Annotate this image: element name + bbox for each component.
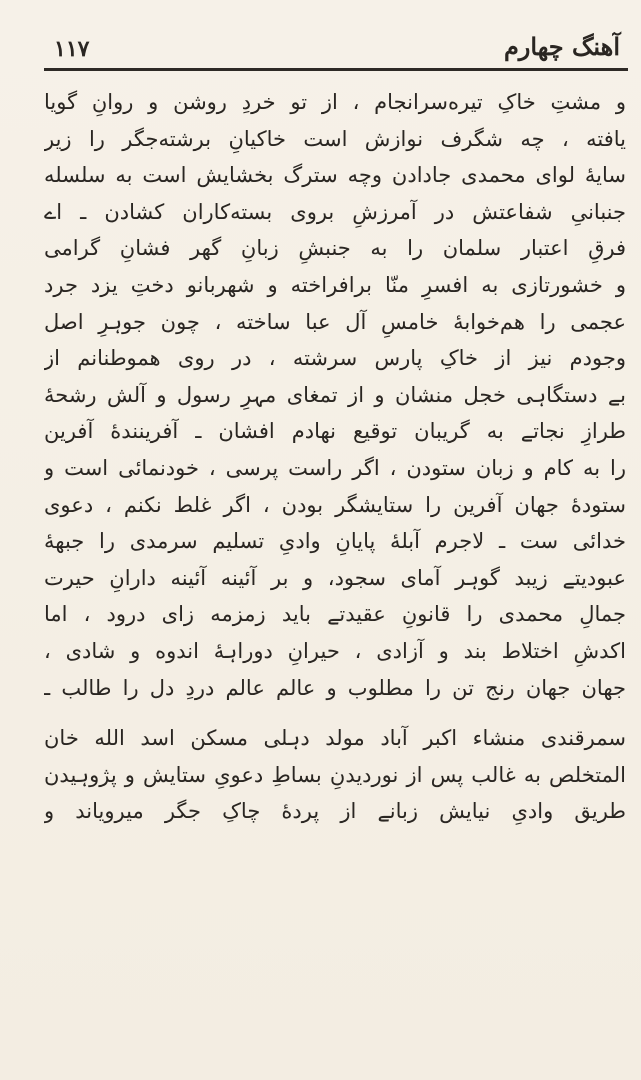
text-line: خدائی ست ـ لاجرم آبلهٔ پایانِ وادیِ تسلیم سرمدی را جبههٔ bbox=[44, 529, 626, 554]
text-line: فرقِ اعتبار سلمان را به جنبشِ زبانِ گهر فشانِ گرامی bbox=[44, 236, 626, 261]
text-line: و مشتِ خاکِ تیره‌سرانجام ، از تو خردِ روشن و روانِ گویا bbox=[44, 90, 626, 114]
header-rule bbox=[44, 68, 628, 71]
text-line: اکدشِ اختلاط بند و آزادی ، حیرانِ دوراہهٔ اندوه و شادی ، bbox=[44, 638, 626, 663]
paragraph-2 bbox=[44, 720, 626, 830]
text-line: عجمی را هم‌خوابهٔ خامسِ آل عبا ساخته ، چون جوہرِ اصل bbox=[44, 309, 626, 334]
text-line: جهان جهان رنج تن را مطلوب و عالم عالم دردِ دل را طالب ـ bbox=[44, 675, 626, 700]
paragraph-1 bbox=[44, 84, 626, 706]
text-line: سمرقندی منشاء اکبر آباد مولد دہلی مسکن اسد الله خان bbox=[44, 726, 626, 751]
text-line: المتخلص به غالب پس از نوردیدنِ بساطِ دعویِ ستایش و پژوہیدن bbox=[44, 762, 626, 787]
page-number: ۱۱۷ bbox=[54, 36, 90, 62]
text-line: وجودم نیز از خاکِ پارس سرشته ، در روی هموطنانم از bbox=[44, 346, 626, 371]
text-line: عبودیتے زیبد گوہر آمای سجود، و بر آئینه آئینه دارانِ حیرت bbox=[44, 565, 626, 590]
text-line: طرازِ نجاتے به گریبان توقیع نهادم افشان ـ آفرینندهٔ آفرین bbox=[44, 419, 626, 444]
body-text bbox=[44, 84, 626, 830]
text-line: طریق وادیِ نیایش زبانے از پردهٔ چاکِ جگر میرویاند و bbox=[44, 799, 626, 824]
text-line: یافته ، چه شگرف نوازش است خاکیانِ برشته‌جگر را زیر bbox=[44, 126, 626, 151]
text-line: جمالِ محمدی را قانونِ عقیدتے باید زمزمه زای درود ، اما bbox=[44, 602, 626, 627]
text-line: را به کام و زبان ستودن ، اگر راست پرسی ، خودنمائی است و bbox=[44, 455, 626, 480]
text-line: ستودهٔ جهان آفرین را ستایشگر بودن ، اگر غلط نکنم ، دعوی bbox=[44, 492, 626, 517]
paragraph-gap bbox=[44, 706, 626, 720]
text-line: و خشورتازی به افسرِ منّا برافراخته و شهربانو دختِ یزد جرد bbox=[44, 272, 626, 297]
text-line: بے دستگاہی خجل منشان و از تمغای مہرِ رسول و آلش رشحهٔ bbox=[44, 382, 626, 407]
page-header bbox=[44, 24, 626, 68]
text-line: جنبانیِ شفاعتش در آمرزشِ بروی بسته‌کاران کشادن ـ اے bbox=[44, 199, 626, 224]
text-line: سایهٔ لوای محمدی جادادن وچه سترگ بخشایش است به سلسله bbox=[44, 163, 626, 188]
running-title: آهنگ چهارم bbox=[503, 32, 620, 61]
